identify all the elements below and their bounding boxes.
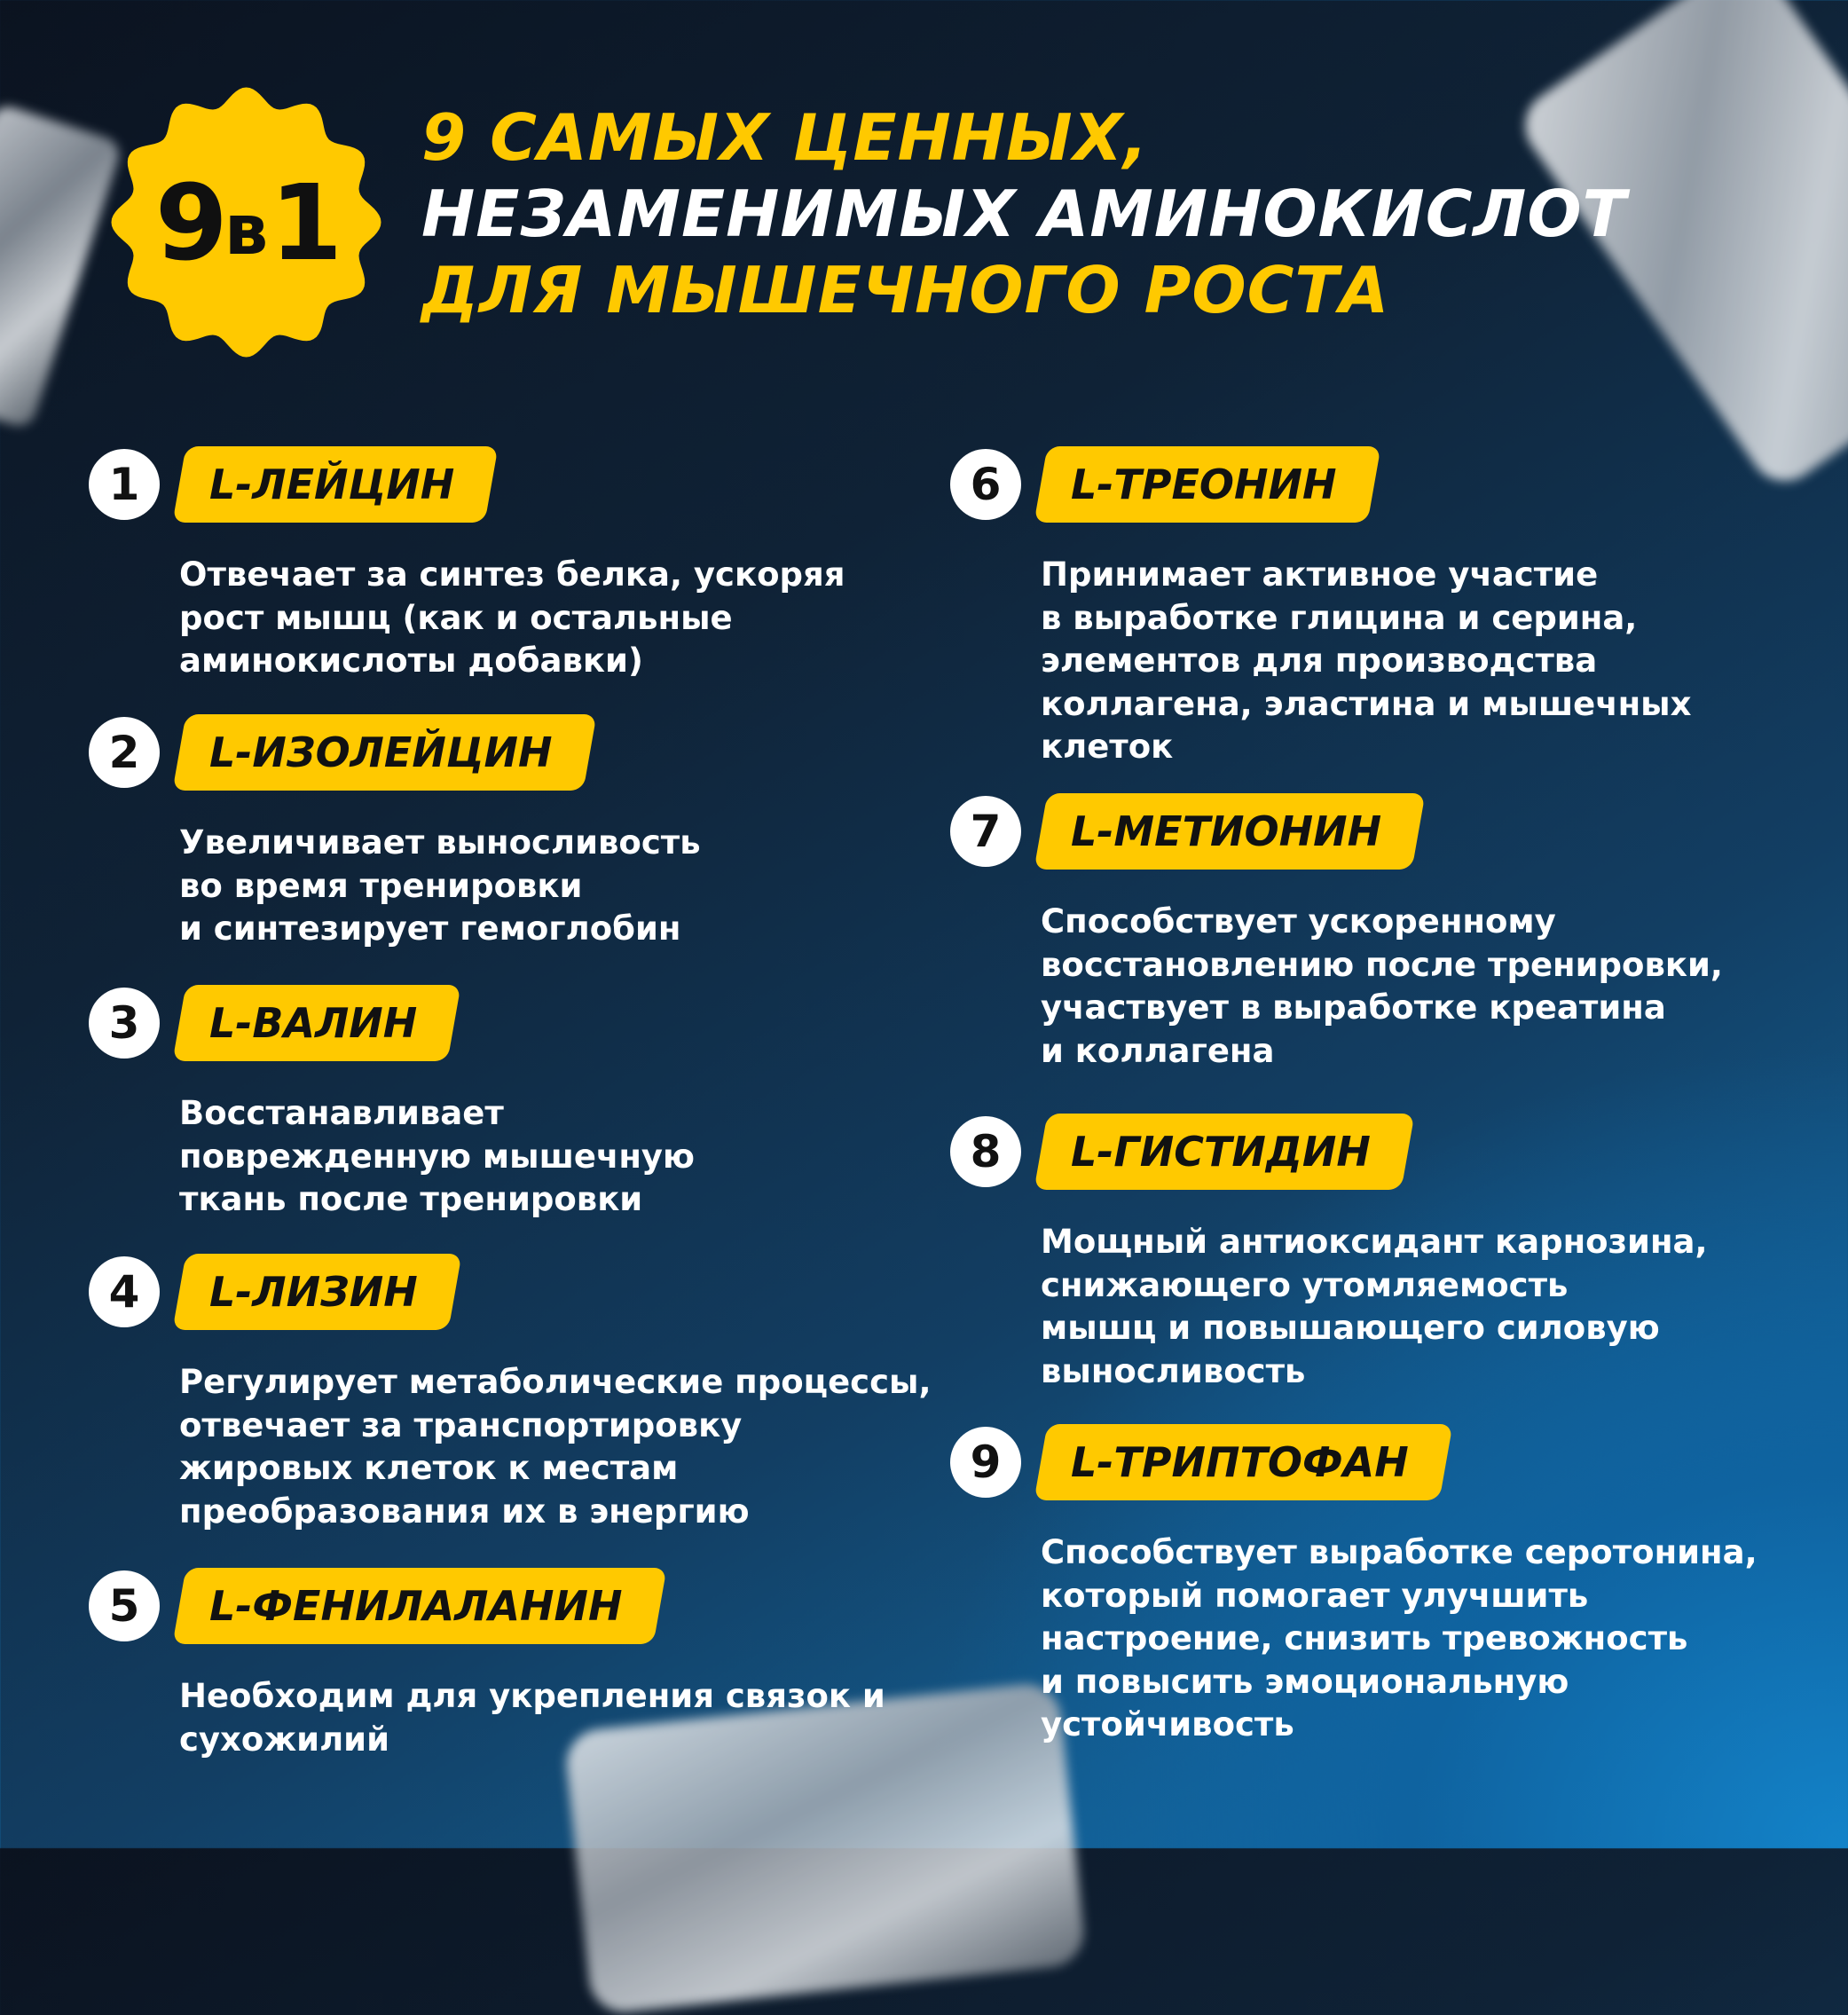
item-number-badge: 6: [950, 449, 1021, 520]
amino-name: L-ИЗОЛЕЙЦИН: [209, 728, 553, 776]
item-number-badge: 5: [89, 1570, 160, 1641]
amino-description: Регулирует метаболические процессы, отвечает за транспортировку жировых клеток к местам преобразования их в энергию: [179, 1363, 932, 1531]
item-number-badge: 3: [89, 988, 160, 1059]
nine-in-one-badge: [111, 87, 381, 358]
item-number-badge: 8: [950, 1116, 1021, 1187]
item-number-badge: 7: [950, 796, 1021, 867]
amino-name: L-ЛЕЙЦИН: [209, 460, 455, 508]
title-line-3: ДЛЯ МЫШЕЧНОГО РОСТА: [421, 253, 1390, 327]
page-title: [421, 99, 1627, 328]
crystal-decoration-left: [0, 102, 123, 430]
item-number-badge: 9: [950, 1427, 1021, 1498]
amino-name: L-ФЕНИЛАЛАНИН: [209, 1582, 623, 1630]
amino-description: Необходим для укрепления связок и сухожилий: [179, 1677, 885, 1759]
title-line-2: НЕЗАМЕНИМЫХ АМИНОКИСЛОТ: [421, 177, 1627, 251]
amino-name: L-ВАЛИН: [209, 999, 418, 1047]
item-number-badge: 4: [89, 1256, 160, 1327]
amino-description: Принимает активное участие в выработке глицина и серина, элементов для производства коллагена, эластина и мышечных клеток: [1041, 555, 1692, 766]
amino-name-pill: [1034, 446, 1380, 523]
badge-number-nine: 9: [154, 161, 223, 284]
amino-name-pill: [172, 714, 596, 791]
amino-name: L-ТРЕОНИН: [1071, 460, 1337, 508]
amino-description: Восстанавливает поврежденную мышечную ткань после тренировки: [179, 1094, 696, 1218]
amino-description: Отвечает за синтез белка, ускоряя рост мышц (как и остальные аминокислоты добавки): [179, 555, 845, 680]
amino-description: Способствует ускоренному восстановлению после тренировки, участвует в выработке креатина и коллагена: [1041, 902, 1723, 1070]
badge-preposition: в: [224, 190, 269, 271]
amino-name: L-ТРИПТОФАН: [1071, 1438, 1409, 1486]
amino-description: Способствует выработке серотонина, который помогает улучшить настроение, снизить тревожность и повысить эмоциональную устойчивость: [1041, 1533, 1758, 1743]
item-number-badge: 1: [89, 449, 160, 520]
amino-name-pill: [1034, 1114, 1414, 1190]
amino-name-pill: [1034, 793, 1425, 870]
amino-name: L-МЕТИОНИН: [1071, 807, 1382, 855]
badge-number-one: 1: [270, 161, 338, 284]
amino-name-pill: [1034, 1424, 1452, 1500]
amino-name-pill: [172, 985, 460, 1061]
amino-name-pill: [172, 1254, 461, 1330]
amino-name: L-ЛИЗИН: [209, 1268, 418, 1316]
amino-name: L-ГИСТИДИН: [1071, 1128, 1371, 1176]
amino-name-pill: [172, 1568, 666, 1644]
amino-description: Мощный антиоксидант карнозина, снижающего утомляемость мышц и повышающего силовую выносливость: [1041, 1223, 1708, 1390]
title-line-1: 9 САМЫХ ЦЕННЫХ,: [421, 100, 1149, 175]
item-number-badge: 2: [89, 717, 160, 788]
amino-description: Увеличивает выносливость во время тренировки и синтезирует гемоглобин: [179, 823, 701, 948]
amino-name-pill: [172, 446, 498, 523]
